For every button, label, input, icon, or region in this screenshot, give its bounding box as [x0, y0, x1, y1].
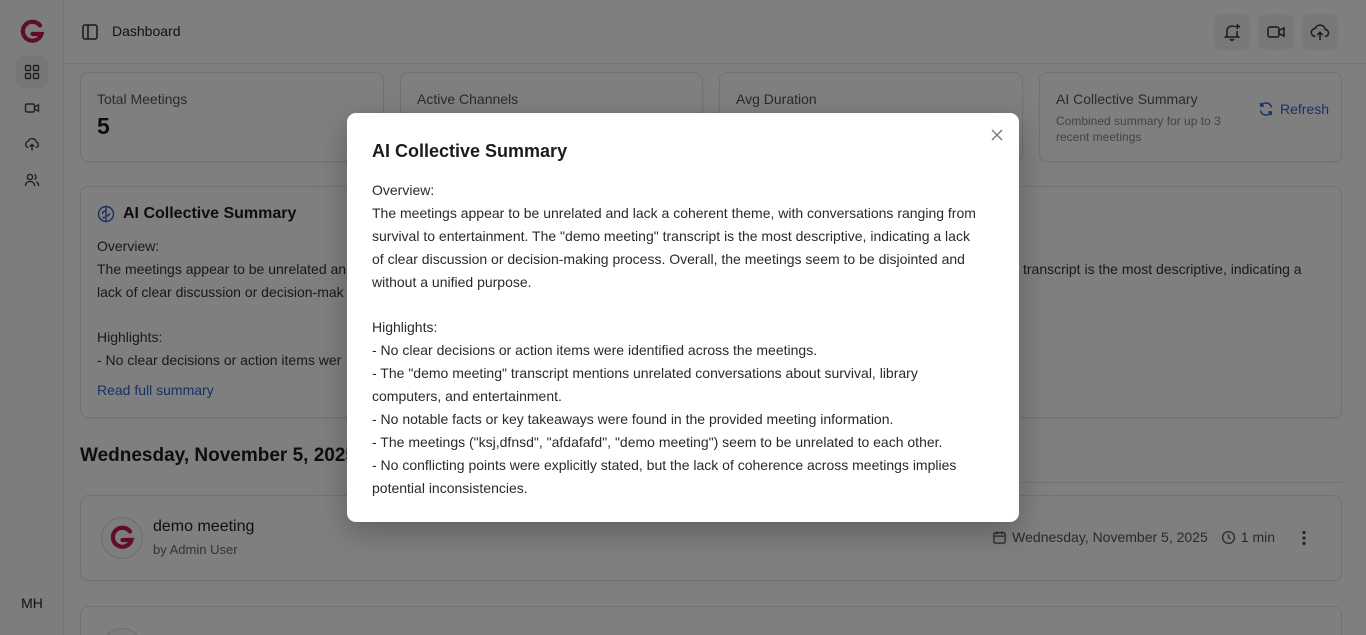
- overview-line: without a unified purpose.: [372, 274, 532, 290]
- highlight-line: - The meetings ("ksj,dfnsd", "afdafafd", "demo meeting") seem to be unrelated to each other.: [372, 434, 943, 450]
- highlight-line: - No conflicting points were explicitly stated, but the lack of coherence across meetings implies: [372, 457, 957, 473]
- overview-line: of clear discussion or decision-making process. Overall, the meetings seem to be disjointed and: [372, 251, 965, 267]
- highlight-line: potential inconsistencies.: [372, 480, 528, 496]
- ai-summary-modal: [347, 113, 1019, 522]
- overview-line: The meetings appear to be unrelated and lack a coherent theme, with conversations ranging from: [372, 205, 976, 221]
- highlight-line: computers, and entertainment.: [372, 388, 562, 404]
- highlight-line: - The "demo meeting" transcript mentions unrelated conversations about survival, library: [372, 365, 918, 381]
- modal-body: [372, 179, 1002, 500]
- highlights-label: Highlights:: [372, 319, 438, 335]
- modal-title: AI Collective Summary: [372, 141, 568, 161]
- spacer: [372, 294, 1002, 316]
- overview-line: survival to entertainment. The "demo meeting" transcript is the most descriptive, indicating a lack: [372, 228, 970, 244]
- overview-label: Overview:: [372, 182, 435, 198]
- close-icon: [991, 129, 1003, 141]
- close-button[interactable]: [989, 127, 1005, 143]
- highlight-line: - No notable facts or key takeaways were found in the provided meeting information.: [372, 411, 894, 427]
- highlight-line: - No clear decisions or action items were identified across the meetings.: [372, 342, 818, 358]
